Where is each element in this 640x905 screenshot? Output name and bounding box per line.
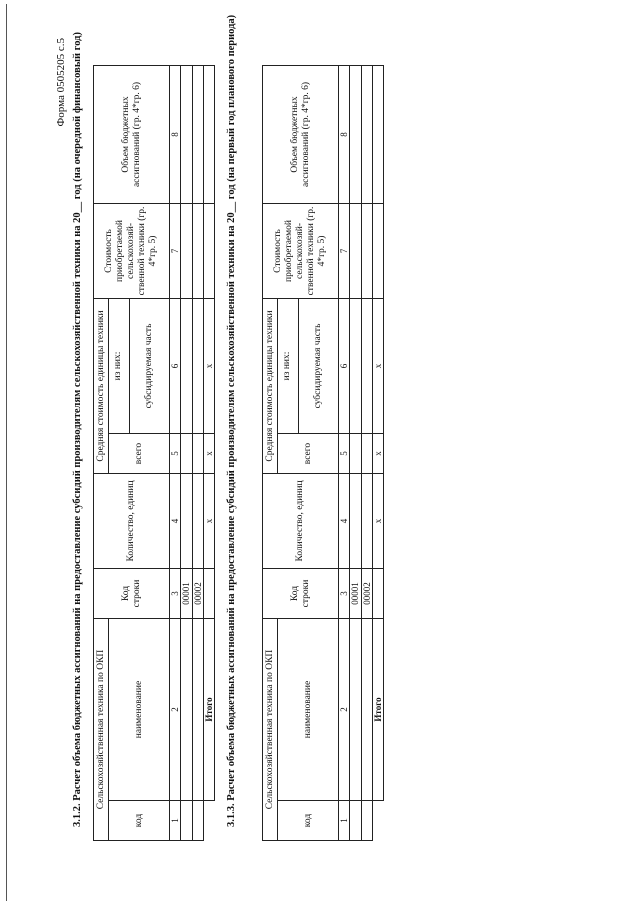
cell-budget-volume[interactable]: [361, 66, 372, 204]
cell-subsidized[interactable]: [192, 299, 203, 434]
totals-quantity-x: x: [373, 474, 384, 569]
col-number: 8: [339, 66, 350, 204]
col-number: 2: [339, 619, 350, 801]
cell-total[interactable]: [192, 434, 203, 474]
totals-cost-purchased[interactable]: [373, 204, 384, 299]
totals-row: [204, 66, 215, 841]
col-number: 4: [170, 474, 181, 569]
cell-quantity[interactable]: [350, 474, 361, 569]
col-group-okp: Сельскохозяйственная техника по ОКП: [94, 619, 109, 841]
totals-line-code: [373, 569, 384, 619]
table-312: [93, 65, 215, 841]
totals-quantity-x: x: [204, 474, 215, 569]
cell-name[interactable]: [350, 619, 361, 801]
col-of-which: из них:: [278, 299, 299, 434]
col-cost-purchased: Стоимость приобретаемой сельскохозяй-ственной техники (гр. 4*гр. 5): [263, 204, 339, 299]
col-avg-cost: Средняя стоимость единицы техники: [263, 299, 278, 474]
col-number: 6: [339, 299, 350, 434]
col-number: 7: [170, 204, 181, 299]
cell-budget-volume[interactable]: [192, 66, 203, 204]
col-number: 1: [339, 801, 350, 841]
totals-label: Итого: [373, 619, 384, 801]
col-number: 1: [170, 801, 181, 841]
cell-budget-volume[interactable]: [350, 66, 361, 204]
totals-subsidized-x: x: [373, 299, 384, 434]
col-quantity: Количество, единиц: [263, 474, 339, 569]
col-budget-volume: Объем бюджетных ассигнований (гр. 4*гр. 6): [263, 66, 339, 204]
cell-line-code: 00002: [361, 569, 372, 619]
col-of-which: из них:: [109, 299, 130, 434]
totals-subsidized-x: x: [204, 299, 215, 434]
cell-quantity[interactable]: [361, 474, 372, 569]
totals-line-code: [204, 569, 215, 619]
col-subsidized: субсидируемая часть: [129, 299, 169, 434]
totals-total-x: x: [204, 434, 215, 474]
col-code: код: [109, 801, 170, 841]
cell-subsidized[interactable]: [350, 299, 361, 434]
col-number: 7: [339, 204, 350, 299]
col-line-code: Код строки: [94, 569, 170, 619]
col-number: 2: [170, 619, 181, 801]
col-cost-purchased: Стоимость приобретаемой сельскохозяй-ственной техники (гр. 4*гр. 5): [94, 204, 170, 299]
cell-code[interactable]: [350, 801, 361, 841]
col-avg-cost: Средняя стоимость единицы техники: [94, 299, 109, 474]
col-number: 3: [170, 569, 181, 619]
col-number: 5: [339, 434, 350, 474]
col-line-code: Код строки: [263, 569, 339, 619]
col-name: наименование: [109, 619, 170, 801]
cell-quantity[interactable]: [192, 474, 203, 569]
col-number: 6: [170, 299, 181, 434]
cell-line-code: 00001: [181, 569, 192, 619]
cell-cost-purchased[interactable]: [361, 204, 372, 299]
totals-row: [373, 66, 384, 841]
totals-total-x: x: [373, 434, 384, 474]
table-row: [350, 66, 361, 841]
table-row: [181, 66, 192, 841]
cell-total[interactable]: [181, 434, 192, 474]
cell-name[interactable]: [361, 619, 372, 801]
section-heading-313: 3.1.3. Расчет объема бюджетных ассигнований на предоставление субсидий производителям сельскохозяйственной техники на 20__ год (на первый год планового периода): [226, 14, 237, 827]
cell-total[interactable]: [350, 434, 361, 474]
cell-code[interactable]: [192, 801, 203, 841]
table-313: [262, 65, 384, 841]
totals-cost-purchased[interactable]: [204, 204, 215, 299]
cell-subsidized[interactable]: [361, 299, 372, 434]
totals-budget-volume[interactable]: [204, 66, 215, 204]
col-group-okp: Сельскохозяйственная техника по ОКП: [263, 619, 278, 841]
cell-code[interactable]: [181, 801, 192, 841]
col-quantity: Количество, единиц: [94, 474, 170, 569]
col-total: всего: [278, 434, 339, 474]
totals-label: Итого: [204, 619, 215, 801]
col-code: код: [278, 801, 339, 841]
cell-line-code: 00002: [192, 569, 203, 619]
section-heading-312: 3.1.2. Расчет объема бюджетных ассигнований на предоставление субсидий производителям сельскохозяйственной техники на 20__ год (на очередной финансовый год): [72, 32, 83, 827]
col-name: наименование: [278, 619, 339, 801]
cell-budget-volume[interactable]: [181, 66, 192, 204]
cell-line-code: 00001: [350, 569, 361, 619]
col-number: 8: [170, 66, 181, 204]
cell-code[interactable]: [361, 801, 372, 841]
table-row: [361, 66, 372, 841]
col-subsidized: субсидируемая часть: [298, 299, 338, 434]
totals-budget-volume[interactable]: [373, 66, 384, 204]
table-row: [192, 66, 203, 841]
cell-subsidized[interactable]: [181, 299, 192, 434]
cell-quantity[interactable]: [181, 474, 192, 569]
cell-total[interactable]: [361, 434, 372, 474]
cell-name[interactable]: [181, 619, 192, 801]
col-total: всего: [109, 434, 170, 474]
cell-cost-purchased[interactable]: [192, 204, 203, 299]
col-budget-volume: Объем бюджетных ассигнований (гр. 4*гр. 6): [94, 66, 170, 204]
cell-cost-purchased[interactable]: [181, 204, 192, 299]
col-number: 4: [339, 474, 350, 569]
form-id: Форма 0505205 с.5: [55, 38, 67, 127]
cell-name[interactable]: [192, 619, 203, 801]
col-number: 3: [339, 569, 350, 619]
cell-cost-purchased[interactable]: [350, 204, 361, 299]
col-number: 5: [170, 434, 181, 474]
